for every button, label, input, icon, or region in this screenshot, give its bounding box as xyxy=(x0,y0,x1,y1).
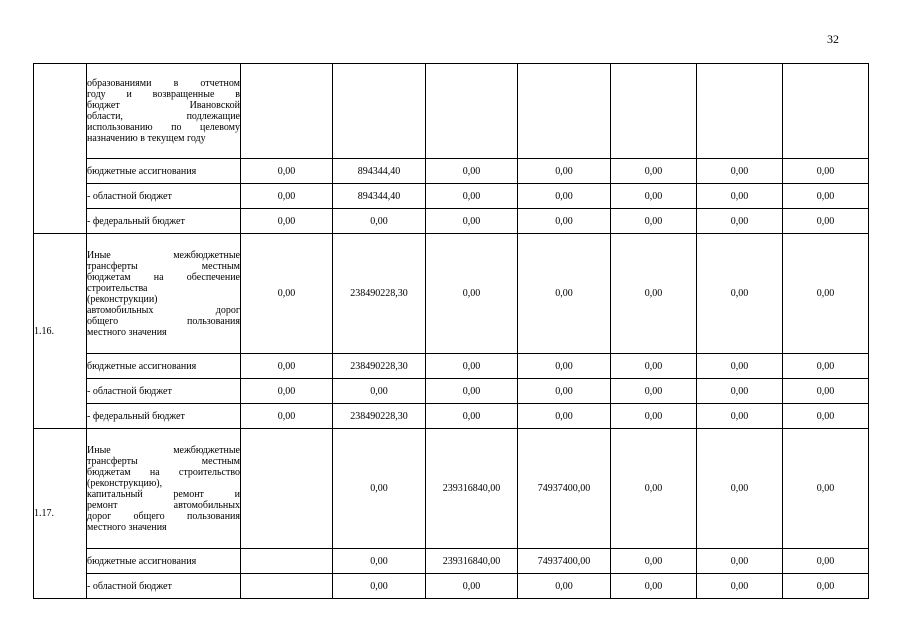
value-cell: 0,00 xyxy=(611,549,697,574)
row-number xyxy=(34,64,87,234)
description-line: общего пользования xyxy=(87,315,240,327)
value-cell: 894344,40 xyxy=(333,184,426,209)
value-cell: 0,00 xyxy=(697,354,783,379)
value-cell: 0,00 xyxy=(426,354,518,379)
row-label: бюджетные ассигнования xyxy=(87,354,241,379)
value-cell: 0,00 xyxy=(426,574,518,599)
value-cell: 0,00 xyxy=(426,209,518,234)
value-cell: 74937400,00 xyxy=(518,429,611,549)
item-description xyxy=(87,64,241,159)
value-cell: 0,00 xyxy=(241,354,333,379)
value-cell: 0,00 xyxy=(611,184,697,209)
value-cell: 0,00 xyxy=(333,429,426,549)
value-cell xyxy=(783,64,869,159)
value-cell: 0,00 xyxy=(426,379,518,404)
row-number: 1.16. xyxy=(34,234,87,429)
budget-table-body xyxy=(34,64,869,599)
row-label: - федеральный бюджет xyxy=(87,209,241,234)
row-number: 1.17. xyxy=(34,429,87,599)
value-cell: 74937400,00 xyxy=(518,549,611,574)
value-cell: 0,00 xyxy=(783,404,869,429)
value-cell: 0,00 xyxy=(611,209,697,234)
table-row xyxy=(34,234,869,354)
value-cell xyxy=(241,574,333,599)
table-row xyxy=(34,209,869,234)
value-cell: 0,00 xyxy=(783,429,869,549)
description-line: бюджет Ивановской xyxy=(87,100,240,111)
value-cell xyxy=(241,64,333,159)
value-cell: 0,00 xyxy=(518,209,611,234)
table-row xyxy=(34,404,869,429)
value-cell xyxy=(611,64,697,159)
description-line: назначению в текущем году xyxy=(87,133,206,144)
value-cell: 0,00 xyxy=(518,159,611,184)
value-cell: 238490228,30 xyxy=(333,404,426,429)
value-cell: 0,00 xyxy=(333,549,426,574)
description-line: капитальный ремонт и xyxy=(87,488,240,500)
value-cell: 0,00 xyxy=(333,209,426,234)
value-cell: 0,00 xyxy=(518,574,611,599)
table-row xyxy=(34,379,869,404)
value-cell: 0,00 xyxy=(518,404,611,429)
value-cell: 0,00 xyxy=(783,379,869,404)
value-cell: 894344,40 xyxy=(333,159,426,184)
value-cell: 0,00 xyxy=(241,209,333,234)
value-cell: 0,00 xyxy=(241,404,333,429)
value-cell: 0,00 xyxy=(426,184,518,209)
value-cell: 0,00 xyxy=(783,234,869,354)
value-cell: 0,00 xyxy=(611,574,697,599)
value-cell xyxy=(697,64,783,159)
table-row xyxy=(34,64,869,159)
value-cell: 0,00 xyxy=(611,234,697,354)
value-cell: 0,00 xyxy=(241,379,333,404)
value-cell: 0,00 xyxy=(518,184,611,209)
description-line: (реконструкцию), xyxy=(87,477,163,489)
value-cell: 239316840,00 xyxy=(426,549,518,574)
value-cell: 0,00 xyxy=(783,184,869,209)
value-cell xyxy=(518,64,611,159)
description-line: бюджетам на строительство xyxy=(87,466,240,478)
value-cell: 0,00 xyxy=(333,574,426,599)
value-cell: 0,00 xyxy=(518,379,611,404)
row-label: - областной бюджет xyxy=(87,574,241,599)
description-line: трансферты местным xyxy=(87,455,240,467)
description-line: местного значения xyxy=(87,326,167,338)
value-cell: 0,00 xyxy=(783,159,869,184)
item-description xyxy=(87,429,241,549)
description-line: Иные межбюджетные xyxy=(87,444,240,456)
description-line: дорог общего пользования xyxy=(87,510,240,522)
value-cell: 0,00 xyxy=(697,184,783,209)
value-cell: 0,00 xyxy=(426,404,518,429)
row-label: - областной бюджет xyxy=(87,184,241,209)
table-row xyxy=(34,184,869,209)
value-cell: 0,00 xyxy=(611,379,697,404)
value-cell: 0,00 xyxy=(241,184,333,209)
value-cell: 0,00 xyxy=(783,209,869,234)
value-cell: 0,00 xyxy=(697,209,783,234)
budget-table xyxy=(33,63,869,599)
table-row xyxy=(34,429,869,549)
table-row xyxy=(34,159,869,184)
row-label: - федеральный бюджет xyxy=(87,404,241,429)
value-cell: 0,00 xyxy=(611,159,697,184)
value-cell: 0,00 xyxy=(783,354,869,379)
value-cell xyxy=(241,549,333,574)
page-number: 32 xyxy=(827,32,839,46)
value-cell: 0,00 xyxy=(697,234,783,354)
value-cell: 0,00 xyxy=(426,159,518,184)
value-cell: 0,00 xyxy=(697,429,783,549)
value-cell: 0,00 xyxy=(783,549,869,574)
table-row xyxy=(34,549,869,574)
table-row xyxy=(34,354,869,379)
description-line: области, подлежащие xyxy=(87,111,240,122)
description-line: (реконструкции) xyxy=(87,293,158,305)
row-label: бюджетные ассигнования xyxy=(87,159,241,184)
value-cell: 0,00 xyxy=(611,354,697,379)
value-cell: 0,00 xyxy=(697,379,783,404)
value-cell: 0,00 xyxy=(611,404,697,429)
description-line: ремонт автомобильных xyxy=(87,499,240,511)
value-cell: 0,00 xyxy=(518,354,611,379)
description-line: автомобильных дорог xyxy=(87,304,240,316)
value-cell: 0,00 xyxy=(697,549,783,574)
value-cell: 0,00 xyxy=(241,234,333,354)
value-cell: 0,00 xyxy=(697,159,783,184)
description-line: местного значения xyxy=(87,521,167,533)
description-line: бюджетам на обеспечение xyxy=(87,271,240,283)
value-cell: 238490228,30 xyxy=(333,234,426,354)
value-cell: 0,00 xyxy=(697,574,783,599)
value-cell: 0,00 xyxy=(518,234,611,354)
description-line: Иные межбюджетные xyxy=(87,249,240,261)
value-cell xyxy=(241,429,333,549)
description-line: строительства xyxy=(87,282,148,294)
row-label: - областной бюджет xyxy=(87,379,241,404)
value-cell: 0,00 xyxy=(611,429,697,549)
description-line: использованию по целевому xyxy=(87,122,240,133)
item-description xyxy=(87,234,241,354)
value-cell xyxy=(333,64,426,159)
value-cell: 0,00 xyxy=(241,159,333,184)
row-label: бюджетные ассигнования xyxy=(87,549,241,574)
value-cell: 0,00 xyxy=(333,379,426,404)
table-row xyxy=(34,574,869,599)
value-cell: 0,00 xyxy=(426,234,518,354)
description-line: году и возвращенные в xyxy=(87,89,240,100)
value-cell: 0,00 xyxy=(697,404,783,429)
value-cell: 238490228,30 xyxy=(333,354,426,379)
value-cell xyxy=(426,64,518,159)
description-line: образованиями в отчетном xyxy=(87,78,240,89)
value-cell: 0,00 xyxy=(783,574,869,599)
description-line: трансферты местным xyxy=(87,260,240,272)
value-cell: 239316840,00 xyxy=(426,429,518,549)
